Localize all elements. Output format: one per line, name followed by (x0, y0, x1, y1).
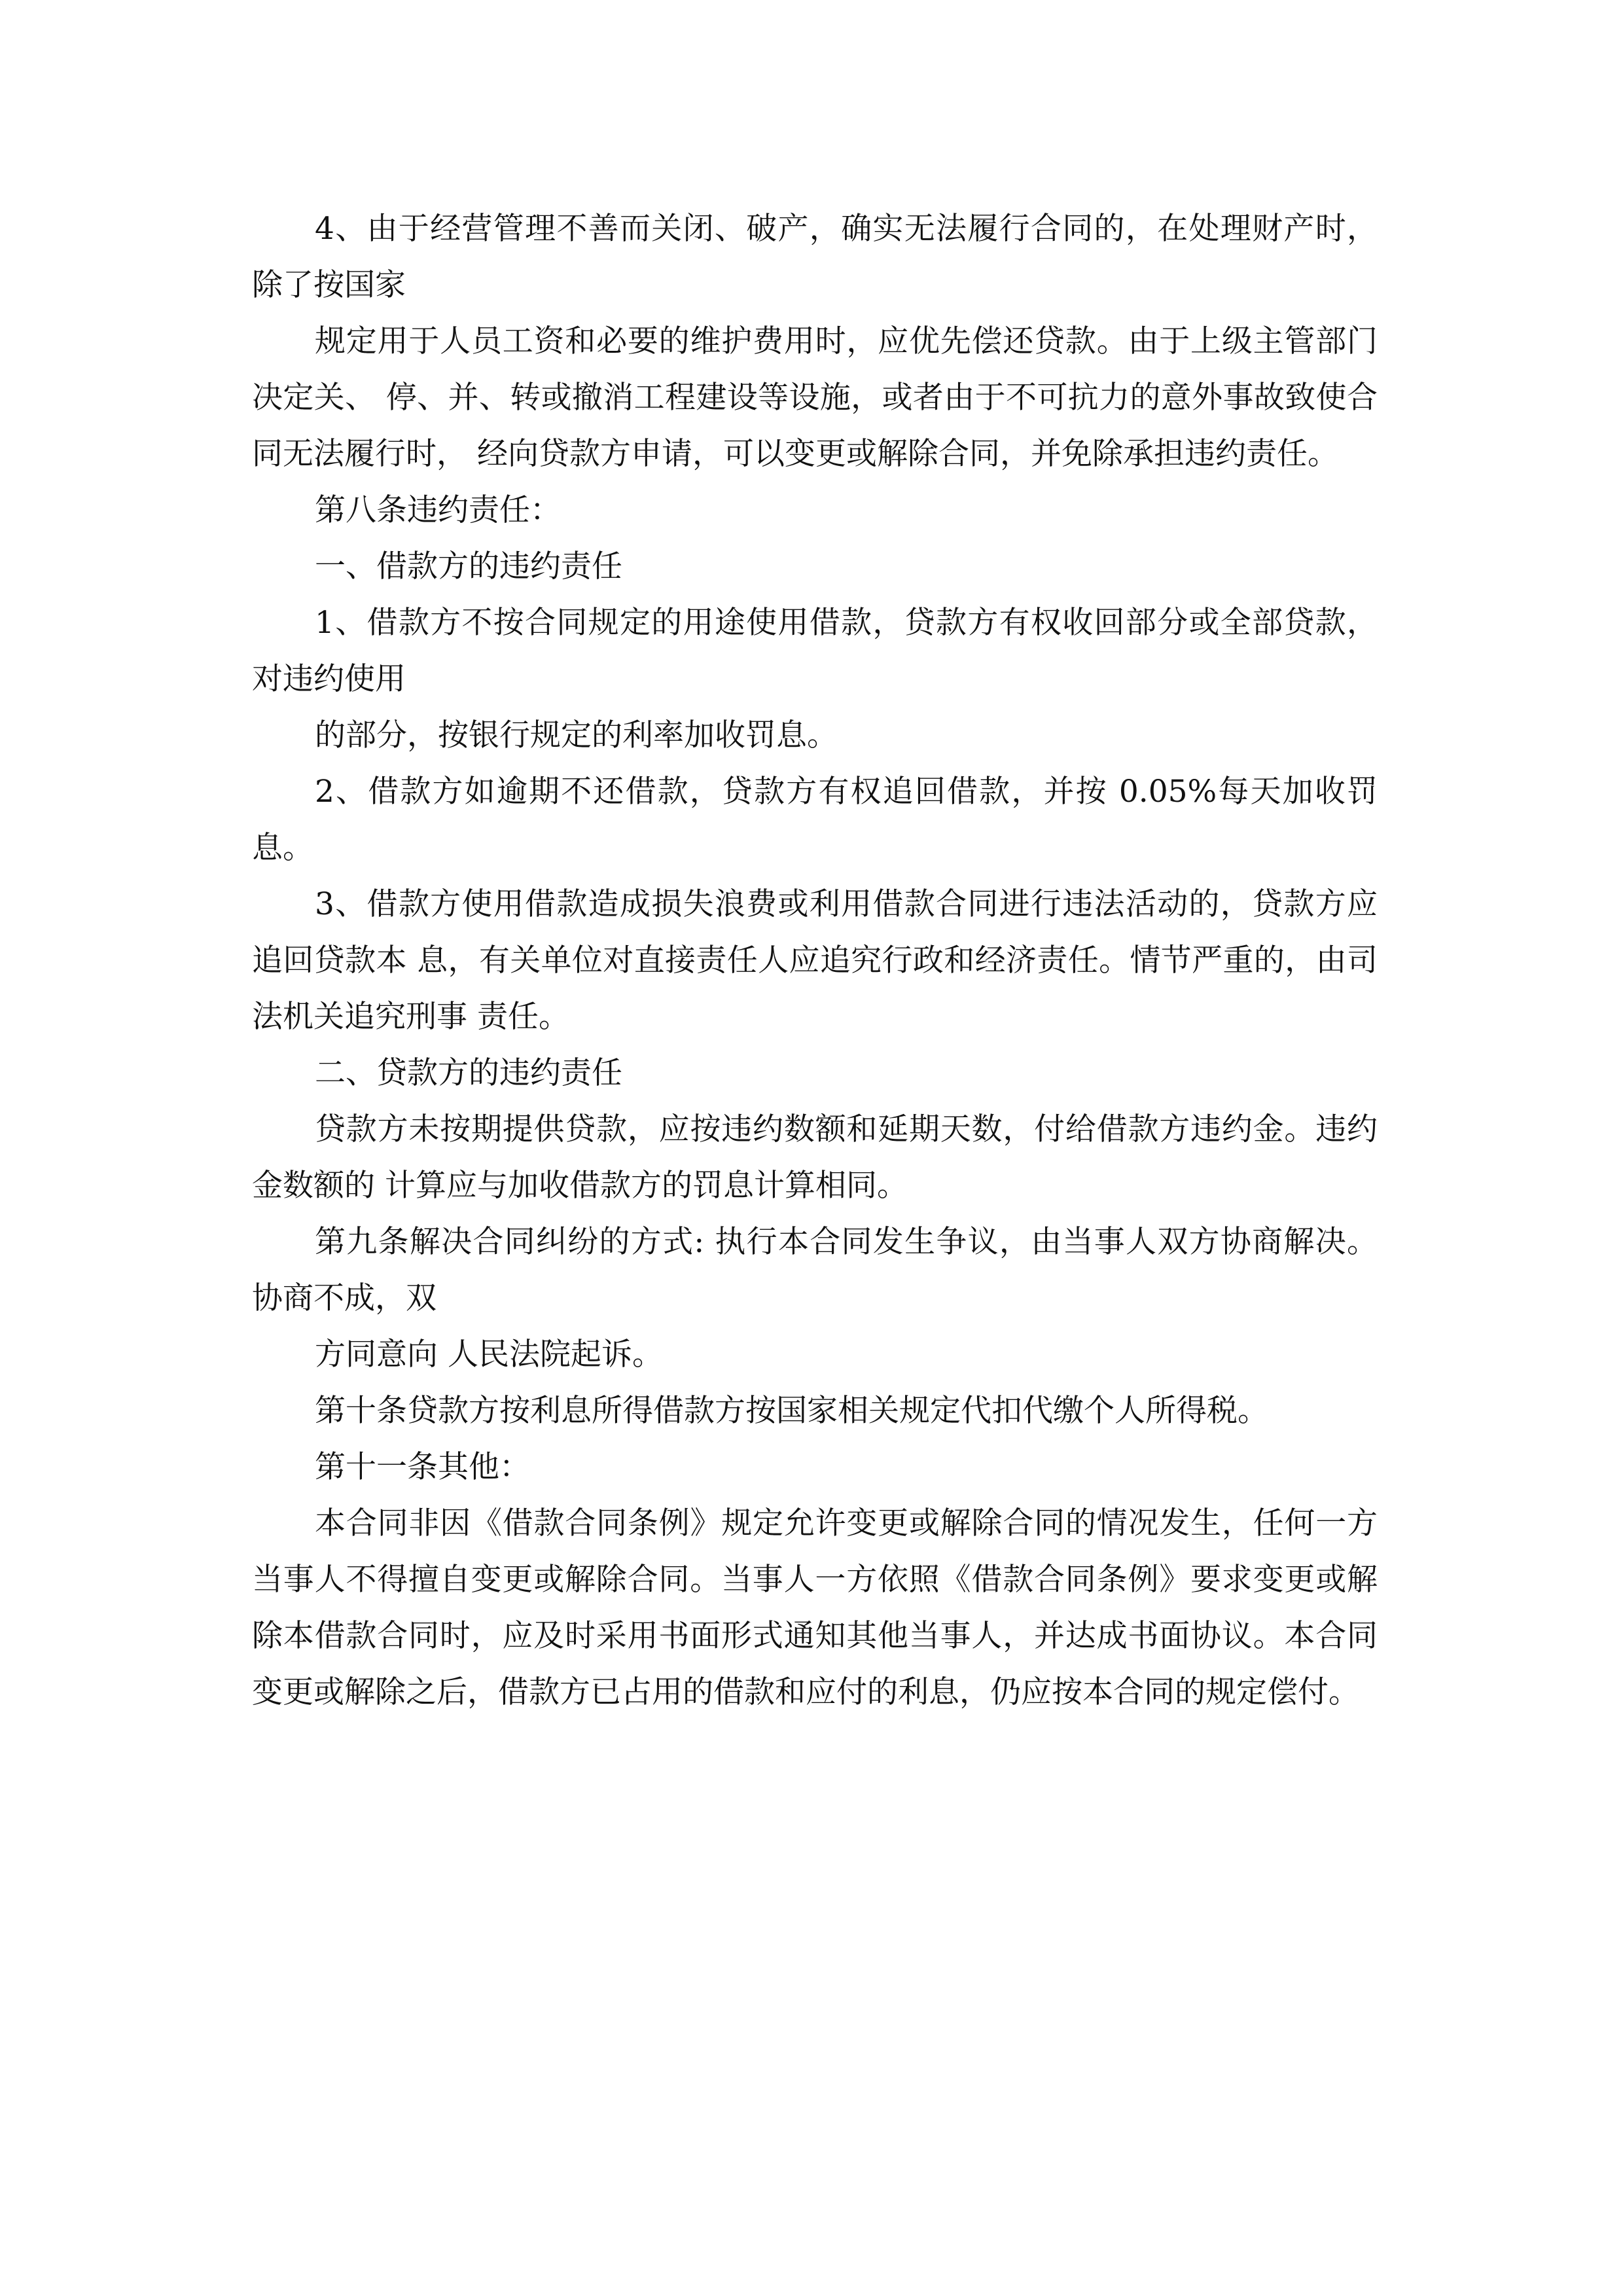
paragraph-clause-4: 4、由于经营管理不善而关闭、破产，确实无法履行合同的，在处理财产时，除了按国家 (252, 211, 1378, 303)
paragraph-article-11-body: 本合同非因《借款合同条例》规定允许变更或解除合同的情况发生，任何一方当事人不得擅自变更或解除合同。当事人一方依照《借款合同条例》要求变更或解除本借款合同时，应及时采用书面形式通知其他当事人，并达成书面协议。本合同变更或解除之后，借款方已占用的借款和应付的利息，仍应按本合同的规定偿付。 (252, 1505, 1378, 1710)
article-9-dispute-resolution: 第九条解决合同纠纷的方式: 执行本合同发生争议，由当事人双方协商解决。协商不成，双 (252, 1224, 1378, 1316)
paragraph-borrower-item-3: 3、借款方使用借款造成损失浪费或利用借款合同进行违法活动的，贷款方应追回贷款本 息，有关单位对直接责任人应追究行政和经济责任。情节严重的，由司法机关追究刑事 责任。 (252, 886, 1378, 1035)
paragraph-borrower-item-1: 1、借款方不按合同规定的用途使用借款，贷款方有权收回部分或全部贷款，对违约使用 (252, 605, 1378, 697)
section-lender-liability-heading: 二、贷款方的违约责任 (315, 1055, 622, 1091)
article-9-continued: 方同意向 人民法院起诉。 (315, 1336, 663, 1372)
article-8-heading: 第八条违约责任： (315, 492, 561, 528)
article-11-heading: 第十一条其他： (315, 1449, 530, 1485)
paragraph-borrower-item-2: 2、借款方如逾期不还借款，贷款方有权追回借款，并按 0.05%每天加收罚息。 (252, 774, 1378, 866)
section-borrower-liability-heading: 一、借款方的违约责任 (315, 548, 622, 584)
paragraph-clause-4-continued: 规定用于人员工资和必要的维护费用时，应优先偿还贷款。由于上级主管部门决定关、 停、并、转或撤消工程建设等设施，或者由于不可抗力的意外事故致使合同无法履行时， 经向贷款方申请，可以变更或解除合同，并免除承担违约责任。 (252, 323, 1378, 472)
paragraph-borrower-item-1-continued: 的部分，按银行规定的利率加收罚息。 (315, 717, 838, 753)
paragraph-lender-liability: 贷款方未按期提供贷款，应按违约数额和延期天数，付给借款方违约金。违约金数额的 计算应与加收借款方的罚息计算相同。 (252, 1111, 1378, 1204)
document-body (252, 201, 1378, 1721)
article-10: 第十条贷款方按利息所得借款方按国家相关规定代扣代缴个人所得税。 (315, 1393, 1268, 1429)
